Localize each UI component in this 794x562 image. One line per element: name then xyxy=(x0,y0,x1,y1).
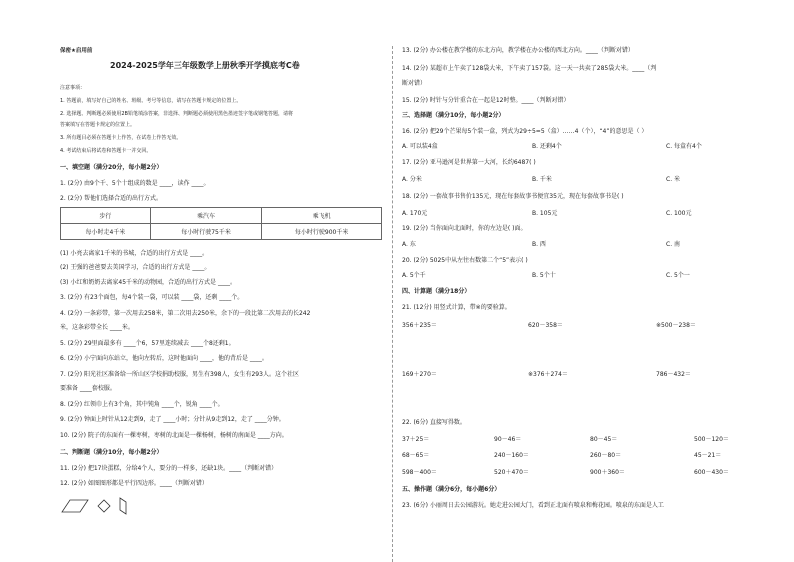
option-a: A. 可以装4盒 xyxy=(402,143,438,150)
question-19: 19. (2分) 当你面向北面时，你的左边是( )面。 xyxy=(402,225,527,232)
option-b: B. 5个十 xyxy=(532,272,556,279)
table-cell: 每小时行驶900千米 xyxy=(262,224,382,240)
question-14-cont: 断对错） xyxy=(402,80,427,87)
calc-item: ※500－238＝ xyxy=(656,322,696,329)
question-2-part-1: (1) 小亮去离家1千米的书城，合适的出行方式是 ____。 xyxy=(60,250,209,257)
section-heading: 三、选择题（满分10分，每小题2分） xyxy=(402,112,505,119)
question-13: 13. (2分) 办公楼在教学楼的东北方向，教学楼在办公楼的西北方向。____（判断对错） xyxy=(402,47,634,54)
option-b: B. 还剩4个 xyxy=(532,143,562,150)
parallelogram-figures xyxy=(60,496,140,516)
oral-item: 68－65＝ xyxy=(402,452,430,459)
question-8: 8. (2分) 红领巾上有3个角，其中钝角 ____个，锐角 ____个。 xyxy=(60,401,224,408)
option-b: B. 西 xyxy=(532,241,546,248)
table-row xyxy=(61,224,382,240)
option-b: B. 105元 xyxy=(532,210,558,217)
section-heading: 二、判断题（满分10分，每小题2分） xyxy=(60,449,163,456)
oral-item: 80－45＝ xyxy=(590,436,618,443)
note-item: 2. 选择题、判断题必须使用2B铅笔填涂答案，非选择、判断题必须使用黑色墨迹签字笔或钢笔答题，请将 xyxy=(60,111,293,117)
question-4: 4. (2分) 一条彩带，第一次用去258米，第二次用去250米，余下的一段比第二次用去的长242 xyxy=(60,310,311,317)
question-2: 2. (2分) 帮他们选择合适的出行方式。 xyxy=(60,195,163,202)
calc-item: 356＋235＝ xyxy=(402,322,437,329)
oral-item: 600－430＝ xyxy=(694,469,729,476)
oral-item: 90－46＝ xyxy=(494,436,522,443)
option-c: C. 南 xyxy=(666,241,681,248)
question-23: 23. (6分) 小丽周日去公园游玩。她走进公园大门，看到正北面有喷泉和梅花园。喷泉的东面是人工 xyxy=(402,502,664,509)
oral-item: 37＋25＝ xyxy=(402,436,430,443)
question-14: 14. (2分) 某超市上午卖了128袋大米，下午卖了157袋。这一天一共卖了285袋大米。____（判 xyxy=(402,65,657,72)
question-6: 6. (2分) 小宁面向东站立，他向左转后，这时他面向 ____，他的背后是 ____。 xyxy=(60,355,268,362)
question-5: 5. (2分) 29里面最多有 ____个6，57里连续减去 ____个8还剩1。 xyxy=(60,340,235,347)
confidential-label: 保密★启用前 xyxy=(60,48,93,54)
question-22: 22. (6分) 直接写得数。 xyxy=(402,419,466,426)
calc-item: 620－358＝ xyxy=(528,322,563,329)
table-row xyxy=(61,208,382,224)
table-cell: 每小时走4千米 xyxy=(61,224,151,240)
section-heading: 五、操作题（满分6分，每小题6分） xyxy=(402,486,501,493)
option-a: A. 分米 xyxy=(402,176,422,183)
oral-item: 240－160＝ xyxy=(494,452,529,459)
oral-item: 260－80＝ xyxy=(590,452,622,459)
table-header-cell: 步行 xyxy=(61,208,151,224)
oral-item: 900＋360＝ xyxy=(590,469,625,476)
question-1: 1. (2分) 由9个千、5个十组成的数是 ____，读作 ____。 xyxy=(60,180,210,187)
question-15: 15. (2分) 时针与分针重合在一起是12时整。____（判断对错） xyxy=(402,97,570,104)
oral-item: 598－400＝ xyxy=(402,469,437,476)
question-10: 10. (2分) 院子的东面有一棵枣树，枣树的北面是一棵杨树，杨树的南面是 ____方向。 xyxy=(60,432,288,439)
travel-table xyxy=(60,207,382,240)
question-12: 12. (2分) 如图图形都是平行四边形。____（判断对错） xyxy=(60,480,208,487)
question-4-cont: 米，这条彩带全长 ____米。 xyxy=(60,324,134,331)
calc-item: ※376＋274＝ xyxy=(528,371,568,378)
note-item: 3. 所有题目必须在答题卡上作答，在试卷上作答无效。 xyxy=(60,135,182,141)
section-heading: 四、计算题（满分18分） xyxy=(402,288,471,295)
question-2-part-3: (3) 小红和奶奶去离家45千米的动物园，合适的出行方式是 ____。 xyxy=(60,279,236,286)
question-11: 11. (2分) 把17块蛋糕，分给4个人，要分的一样多，还缺1块。____（判断对错） xyxy=(60,465,278,472)
table-header-cell: 乘汽车 xyxy=(150,208,261,224)
option-c: C. 每盒有4个 xyxy=(666,143,702,150)
question-7: 7. (2分) 阳光社区准备给一所山区学校捐助校服，男生有398人，女生有293人。这个社区 xyxy=(60,371,299,378)
exam-title: 2024-2025学年三年级数学上册秋季开学摸底考C卷 xyxy=(110,61,300,70)
column-divider xyxy=(392,46,393,562)
question-21: 21. (12分) 用竖式计算，带※的要验算。 xyxy=(402,304,511,311)
question-9: 9. (2分) 钟面上时针从12走到9，走了 ____小时；分针从9走到12，走了 ____分钟。 xyxy=(60,416,285,423)
option-a: A. 5个千 xyxy=(402,272,426,279)
calc-item: 169＋270＝ xyxy=(402,371,437,378)
question-3: 3. (2分) 有23个面包，每4个装一袋，可以装 ____袋，还剩 ____个。 xyxy=(60,294,244,301)
slanted-shape xyxy=(120,498,126,514)
rhombus-shape xyxy=(98,500,110,512)
parallelogram-shape xyxy=(62,500,88,512)
option-a: A. 东 xyxy=(402,241,416,248)
oral-item: 45－21＝ xyxy=(694,452,722,459)
note-item: 4. 考试结束后将试卷和答题卡一并交回。 xyxy=(60,148,152,154)
option-c: C. 5个一 xyxy=(666,272,690,279)
oral-item: 520＋470＝ xyxy=(494,469,529,476)
table-cell: 每小时行驶75千米 xyxy=(150,224,261,240)
table-header-cell: 乘飞机 xyxy=(262,208,382,224)
question-18: 18. (2分) 一套故事书售价135元，现在每套故事书便宜35元，现在每套故事书是( ) xyxy=(402,193,624,200)
section-heading: 一、填空题（满分20分，每小题2分） xyxy=(60,164,163,171)
notes-heading: 注意事项： xyxy=(60,85,86,91)
option-c: C. 米 xyxy=(666,176,681,183)
question-16: 16. (2分) 把29个芒果每5个装一盒，列式为29÷5=5（盒）……4（个），“4”的意思是（ ） xyxy=(402,128,648,135)
calc-item: 786－432＝ xyxy=(656,371,691,378)
question-2-part-2: (2) 王强的爸爸要去美国学习，合适的出行方式是 ____。 xyxy=(60,264,211,271)
note-item: 答案填写在答题卡规定的位置上。 xyxy=(60,122,136,128)
option-c: C. 100元 xyxy=(666,210,692,217)
question-7-cont: 要准备 ____套校服。 xyxy=(60,385,116,392)
question-20: 20. (2分) 5025中从左往右数第二个“5”表示( ) xyxy=(402,257,528,264)
oral-item: 500－120＝ xyxy=(694,436,729,443)
option-a: A. 170元 xyxy=(402,210,428,217)
note-item: 1. 答题前，填写好自己的姓名、班级、考号等信息，请写在答题卡规定的位置上。 xyxy=(60,98,242,104)
option-b: B. 千米 xyxy=(532,176,552,183)
question-17: 17. (2分) 亚马逊河是世界第一大河，长约6487( ) xyxy=(402,159,536,166)
